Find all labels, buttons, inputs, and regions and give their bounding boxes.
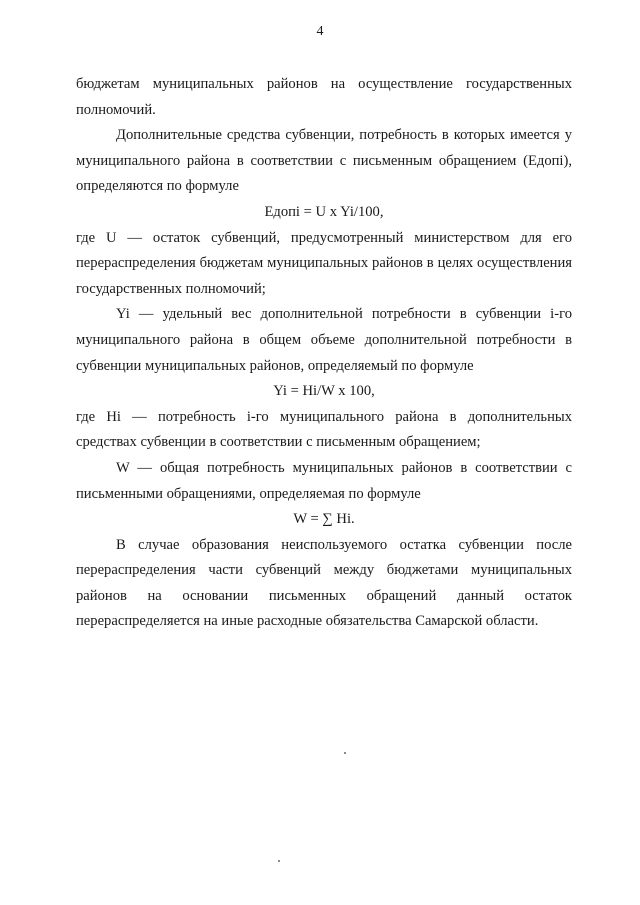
formula-2: Yi = Hi/W x 100, — [273, 383, 375, 400]
paragraph-4: Yi — удельный вес дополнительной потребности в субвенции i-го муниципального района в общем объеме дополнительной потребности в субвенции муниципальных районов, определяемый по формуле — [76, 306, 572, 374]
paragraph-2: Дополнительные средства субвенции, потребность в которых имеется у муниципального района в соответствии с письменным обращением (Eдопi), определяются по формуле — [76, 127, 572, 195]
scan-speck — [344, 752, 346, 754]
formula-3: W = ∑ Hi. — [293, 511, 355, 528]
scan-speck — [278, 860, 280, 862]
document-body — [76, 72, 572, 635]
paragraph-3: где U — остаток субвенций, предусмотренный министерством для его перераспределения бюджетам муниципальных районов в целях осуществления государственных полномочий; — [76, 229, 572, 297]
page-number: 4 — [316, 24, 324, 39]
paragraph-7: В случае образования неиспользуемого остатка субвенции после перераспределения части субвенций между бюджетами муниципальных районов на основании письменных обращений данный остаток перераспределяется на иные расходные обязательства Самарской области. — [76, 536, 572, 630]
paragraph-1: бюджетам муниципальных районов на осуществление государственных полномочий. — [76, 76, 572, 118]
paragraph-5: где Hi — потребность i-го муниципального района в дополнительных средствах субвенции в соответствии с письменным обращением; — [76, 408, 572, 451]
paragraph-6: W — общая потребность муниципальных районов в соответствии с письменными обращениями, определяемая по формуле — [76, 459, 572, 502]
formula-1: Eдопi = U x Yi/100, — [264, 203, 384, 220]
